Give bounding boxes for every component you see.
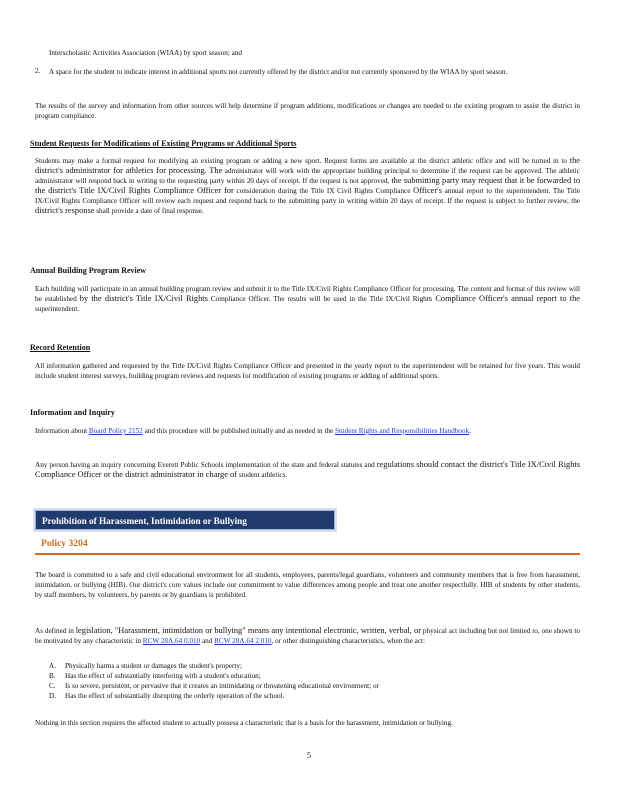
section-heading-info: Information and Inquiry <box>30 408 115 417</box>
results-paragraph: The results of the survey and information from other sources will help determine if program additions, modifications or changes are needed to the existing program to assist the district in program compliance. <box>35 102 580 120</box>
continued-line: Interscholastic Activities Association (WIAA) by sport season; and <box>49 49 243 57</box>
list-item: B. Has the effect of substantially interfering with a student's education; <box>49 672 261 680</box>
list-item-2 <box>35 67 580 77</box>
page-number: 5 <box>307 751 311 760</box>
section-heading-requests: Student Requests for Modifications of Existing Programs or Additional Sports <box>30 139 297 148</box>
section-heading-annual: Annual Building Program Review <box>30 266 147 275</box>
list-item: C. Is so severe, persistent, or pervasive that it creates an intimidating or threatening educational environment; or <box>49 682 379 690</box>
list-item-text: A space for the student to indicate interest in additional sports not currently offered by the district and/or not currently sponsored by the WIAA by sport season. <box>49 68 508 76</box>
policy-label: Policy 3204 <box>41 538 88 549</box>
inquiry-paragraph: Any person having an inquiry concerning Everett Public Schools implementation of the state and federal statutes and regulations should contact the district's Title IX/Civil Rights Compliance Officer or the district administrator in charge of student athletics. <box>35 460 580 479</box>
list-item: D. Has the effect of substantially disrupting the orderly operation of the school. <box>49 692 285 700</box>
section-banner: Prohibition of Harassment, Intimidation or Bullying <box>35 510 335 530</box>
criteria-list <box>49 661 580 701</box>
nothing-paragraph: Nothing in this section requires the affected student to actually possess a characteristic that is a basis for the harassment, intimidation or bullying. <box>35 719 453 727</box>
rcw-640010-link[interactable]: RCW 28A.64 0.010 <box>142 637 201 645</box>
rcw-642010-link[interactable]: RCW 28A.64 2.010 <box>214 637 272 645</box>
annual-paragraph: Each building will participate in an annual building program review and submit it to the Title IX/Civil Rights Compliance Officer for processing. The content and format of this review will be established by the district's Title IX/Civil Rights Compliance Officer. The results will be used in the Title IX/Civil Rights Compliance Officer's annual report to the superintendent. <box>35 285 581 313</box>
section-heading-record: Record Retention <box>30 343 91 352</box>
list-number: 2. <box>35 67 41 75</box>
board-policy-2152-link[interactable]: Board Policy 2152 <box>88 427 143 435</box>
student-rights-handbook-link[interactable]: Student Rights and Responsibilities Handbook <box>335 427 470 435</box>
record-paragraph: All information gathered and requested by the Title IX/Civil Rights Compliance Officer and presented in the yearly report to the superintendent will be retained for five years. This would include student interest surveys, building program reviews and requests for modification of existing programs or adding of additional sports. <box>35 362 580 380</box>
definition-paragraph: As defined in legislation, "Harassment, intimidation or bullying" means any intentional electronic, written, verbal, or physical act including but not limited to, one shown to be motivated by any characteristic in RCW 28A.64 0.010 and RCW 28A.64 2.010, or other distinguishing characteristics, when the act: <box>35 626 581 645</box>
divider <box>35 553 580 555</box>
requests-paragraph: Students may make a formal request for modifying an existing program or adding a new sport. Request forms are available at the district athletic office and will be turned in to the district's administrator for athletics for processing. The administrator will work with the appropriate building principal to determine if the request can be approved. The athletic administrator will respond back in writing to the requesting party within 20 days of receipt. If the request is not approved, the submitting party may request that it be forwarded to the district's Title IX/Civil Rights Compliance Officer for consideration during the Title IX Civil Rights Compliance Officer's annual report to the superintendent. The Title IX/Civil Rights Compliance Officer will review each request and respond back to the submitting party in writing within 20 days of receipt. If the request is subject to further review, the district's response shall provide a date of final response. <box>35 156 581 215</box>
list-item: A. Physically harms a student or damages the student's property; <box>49 662 242 670</box>
info-paragraph: Information about Board Policy 2152 and this procedure will be published initially and as needed in the Student Rights and Responsibilities Handbook. <box>35 427 471 435</box>
board-paragraph: The board is committed to a safe and civil educational environment for all students, employees, parents/legal guardians, volunteers and community members that is free from harassment, intimidation, or bullying (HIB). Our district's core values include our commitment to value differences among people and treat one another respectfully. HIB of students by other students, by staff members, by volunteers, by parents or by guardians is prohibited. <box>35 571 580 599</box>
